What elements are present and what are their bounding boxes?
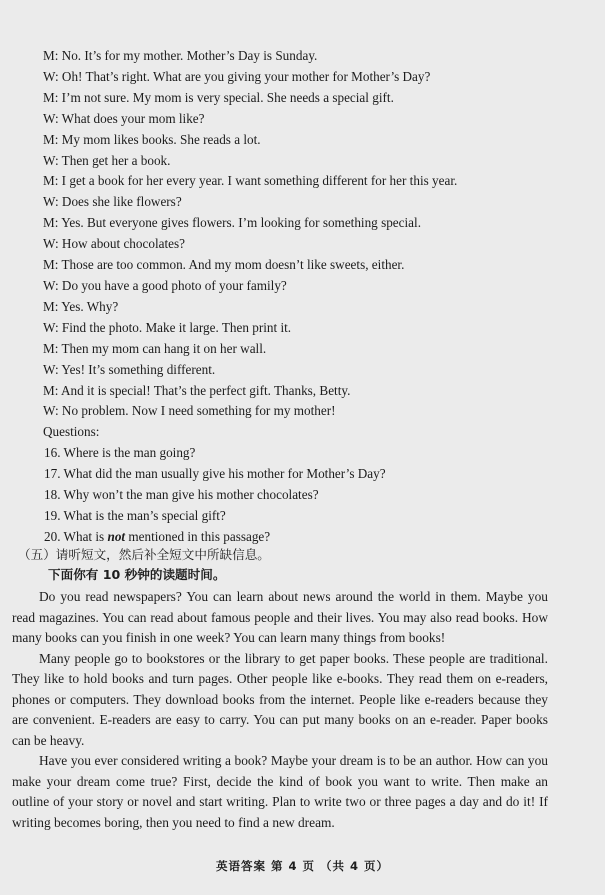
dialogue-line: M: Yes. Why? bbox=[43, 298, 119, 314]
passage-paragraph: Have you ever considered writing a book? Maybe your dream is to be an author. How can you make your dream come true? First, decide the kind of book you want to write. Then make an outline of your story or novel and start writing. Plan to write two or three pages a day and do it! If writing becomes boring, then you need to find a new dream. bbox=[12, 753, 548, 830]
questions-label: Questions: bbox=[43, 424, 100, 440]
dialogue-line: W: Yes! It’s something different. bbox=[43, 361, 216, 377]
dialogue-line: M: Those are too common. And my mom doesn’t like sweets, either. bbox=[43, 257, 405, 273]
dialogue-line: W: How about chocolates? bbox=[43, 236, 185, 252]
question-item: 19. What is the man’s special gift? bbox=[44, 507, 226, 523]
passage-paragraph: Do you read newspapers? You can learn about news around the world in them. Maybe you read magazines. You can read about famous people and their lives. You may also read books. How many books can you finish in one week? You can learn many things from books! bbox=[12, 589, 548, 645]
question-item: 16. Where is the man going? bbox=[44, 445, 196, 461]
dialogue-line: W: Do you have a good photo of your family? bbox=[43, 277, 287, 293]
dialogue-line: M: I get a book for her every year. I want something different for her this year. bbox=[43, 173, 458, 189]
dialogue-line: M: Then my mom can hang it on her wall. bbox=[43, 340, 267, 356]
dialogue-line: M: Yes. But everyone gives flowers. I’m looking for something special. bbox=[43, 215, 421, 231]
dialogue-line: M: My mom likes books. She reads a lot. bbox=[43, 131, 261, 147]
question-item: 18. Why won’t the man give his mother chocolates? bbox=[44, 487, 319, 503]
question-item: 17. What did the man usually give his mother for Mother’s Day? bbox=[44, 466, 386, 482]
passage-paragraph: Many people go to bookstores or the library to get paper books. These people are traditional. They like to hold books and turn pages. Other people like e-books. They read them on e-readers, phones or computers. They download books from the internet. People like e-readers because they are convenient. E-readers are easy to carry. You can put many books on an e-reader. Paper books can be heavy. bbox=[12, 650, 548, 748]
dialogue-line: W: Does she like flowers? bbox=[43, 194, 182, 210]
dialogue-line: M: No. It’s for my mother. Mother’s Day is Sunday. bbox=[43, 48, 318, 63]
question-emphasis: not bbox=[107, 528, 126, 544]
dialogue-line: W: Find the photo. Make it large. Then print it. bbox=[43, 319, 292, 335]
passage bbox=[12, 587, 548, 833]
section-subtitle: 下面你有 10 秒钟的读题时间。 bbox=[48, 567, 226, 582]
section-title: （五）请听短文，然后补全短文中所缺信息。 bbox=[18, 547, 270, 562]
dialogue-line: W: Then get her a book. bbox=[43, 152, 171, 168]
dialogue-line: M: And it is special! That’s the perfect gift. Thanks, Betty. bbox=[43, 382, 351, 398]
question-text: 20. What is bbox=[44, 528, 108, 544]
dialogue-block bbox=[43, 46, 563, 548]
question-text: mentioned in this passage? bbox=[125, 528, 271, 544]
dialogue-line: W: What does your mom like? bbox=[43, 110, 205, 126]
dialogue-line: M: I’m not sure. My mom is very special. She needs a special gift. bbox=[43, 89, 394, 105]
page-footer: 英语答案 第 4 页 （共 4 页） bbox=[215, 859, 390, 873]
dialogue-line: W: Oh! That’s right. What are you giving your mother for Mother’s Day? bbox=[43, 68, 431, 84]
dialogue-line: W: No problem. Now I need something for my mother! bbox=[43, 403, 336, 419]
section-header bbox=[18, 545, 578, 585]
